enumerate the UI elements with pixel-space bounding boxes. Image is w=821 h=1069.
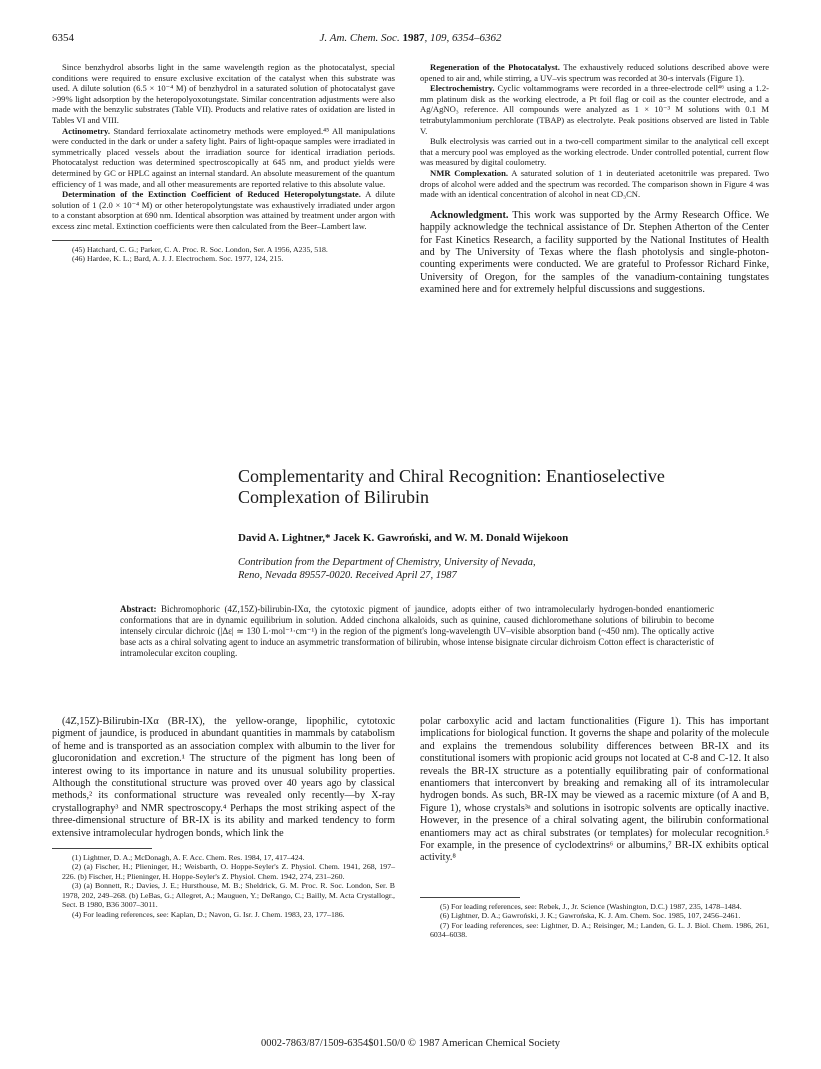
extinction-text: A dilute solution of 1 (2.0 × 10⁻⁴ M) or other heteropolytungstate was exhaustively irradiated under argon to a constant absorption at 690 nm. Identical absorption was attained by treatment under argon with excess zinc metal. Extinction coefficients were then calculated from the Beer–Lambert law. [52, 189, 396, 231]
affiliation-line-2: Reno, Nevada 89557-0020. Received April 27, 1987 [238, 570, 457, 581]
acknowledgment-text: This work was supported by the Army Research Office. We happily acknowledge the technical assistance of Dr. Stephen Atherton of the Center for Fast Kinetics Research, a facility supported by the National Institutes of Health and by The University of Texas where the flash photolysis and single-photon-counting experiments were conducted. We are grateful to Professor Richard Finke, University of Oregon, for the samples of the vanadium-containing tungstates examined here and for extremely helpful discussions and suggestions. [420, 209, 769, 296]
actinometry-paragraph [52, 126, 395, 190]
footnote-divider [420, 897, 520, 898]
actinometry-heading: Actinometry. [62, 125, 110, 136]
prev-article-left-column [52, 62, 395, 263]
intro-paragraph-left: (4Z,15Z)-Bilirubin-IXα (BR-IX), the yellow-orange, lipophilic, cytotoxic pigment of jaundice, is produced in abundant quantities in mammals by catabolism of heme and is transported as an association complex with albumin to the liver for glucoronidation and excretion.¹ The structure of the pigment has long been of interest owing to its importance in nature and its unusual solubility properties. Although the constitutional structure was proved over 40 years ago by classical methods,² its conformational structure was revealed only recently—by X-ray crystallography³ and NMR spectroscopy.⁴ Perhaps the most striking aspect of the three-dimensional structure of BR-IX is its ability and marked tendency to form extensive intramolecular hydrogen bonds, which link the [52, 716, 395, 839]
regeneration-text: The exhaustively reduced solutions described above were opened to air and, while stirring, a UV–vis spectrum was recorded at 30-s intervals (Figure 1). [420, 62, 770, 83]
article-authors: David A. Lightner,* Jacek K. Gawroński, and W. M. Donald Wijekoon [238, 532, 569, 544]
article-affiliation [238, 556, 638, 582]
bulk-electrolysis-paragraph: Bulk electrolysis was carried out in a two-cell compartment similar to the analytical cell except that a mercury pool was employed as the working electrode. Under controlled potential, current flow was measured by digital coulometry. [420, 136, 769, 168]
regeneration-paragraph [420, 62, 769, 83]
abstract [120, 604, 714, 659]
nmr-text: A saturated solution of 1 in deuteriated acetonitrile was prepared. Two drops of alcohol were added and the spectrum was recorded. The comparison shown in Figure 4 was made with an identical concentration of alcohol in neat CD₃CN. [420, 167, 769, 200]
footnote-2: (2) (a) Fischer, H.; Plieninger, H.; Weisbarth, O. Hoppe-Seyler's Z. Physiol. Chem. 1941, 268, 197–226. (b) Fischer, H.; Plieninger, H. Hoppe-Seyler's Z. Physiol. Chem. 1942, 274, 231–260. [62, 862, 395, 881]
electrochemistry-text: Cyclic voltammograms were recorded in a three-electrode cell⁴⁶ using a 1.2-mm platinum disk as the working electrode, a Pt foil flag or coil as the counter electrode, and a Ag/AgNO₃ reference. All compounds were analyzed as 1 × 10⁻³ M solutions with 0.1 M tetrabutylammonium perchlorate (TBAP) as electrolyte. Peak positions observed are listed in Table V. [420, 83, 769, 136]
footnote-7: (7) For leading references, see: Lightner, D. A.; Reisinger, M.; Landen, G. L. J. Biol. Chem. 1986, 261, 6034–6038. [430, 920, 769, 940]
footnote-46: (46) Hardee, K. L.; Bard, A. J. J. Electrochem. Soc. 1977, 124, 215. [72, 253, 284, 263]
footnote-4: (4) For leading references, see: Kaplan, D.; Navon, G. Isr. J. Chem. 1983, 23, 177–186. [72, 909, 345, 919]
footnote-45: (45) Hatchard, C. G.; Parker, C. A. Proc. R. Soc. London, Ser. A 1956, A235, 518. [72, 244, 328, 254]
journal-volume-pages: , 109, 6354–6362 [424, 32, 502, 44]
nmr-paragraph [420, 168, 769, 200]
prev-article-right-column [420, 62, 769, 297]
footnote-6: (6) Lightner, D. A.; Gawroński, J. K.; Gawrońska, K. J. Am. Chem. Soc. 1985, 107, 2456–2461. [440, 911, 741, 921]
acknowledgment-heading: Acknowledgment. [430, 209, 509, 221]
journal-year: 1987 [402, 32, 425, 44]
intro-paragraph-right: polar carboxylic acid and lactam functionalities (Figure 1). This has important implications for biological function. It governs the shape and polarity of the molecule and explains the tremendous solubility differences between BR-IX and its constitutional isomers with propionic acid groups not located at C-8 and C-12. It also reveals the BR-IX structure as a potentially equilibrating pair of conformational enantiomers that interconvert by breaking and remaking all of its intramolecular hydrogen bonds. As such, BR-IX may be viewed as a racemic mixture (of A and B, Figure 1), whose crystals³ᵃ and solutions in isotropic solvents are optically inactive. However, in the presence of a chiral solvating agent, the bilirubin conformational enantiomers may act as chiral substrates (or templates) for molecular recognition.⁵ For example, in the presence of cyclodextrins⁶ or albumins,⁷ BR-IX exhibits optical activity.⁸ [420, 716, 769, 864]
footnote-divider [52, 240, 152, 241]
acknowledgment-paragraph [420, 210, 769, 297]
article-title: Complementarity and Chiral Recognition: Enantioselective Complexation of Bilirubin [238, 466, 665, 507]
journal-name: J. Am. Chem. Soc. [319, 32, 400, 44]
abstract-label: Abstract: [120, 604, 157, 614]
journal-citation [52, 32, 769, 44]
article-right-column [420, 716, 769, 940]
nmr-heading: NMR Complexation. [430, 167, 509, 178]
footnote-1: (1) Lightner, D. A.; McDonagh, A. F. Acc. Chem. Res. 1984, 17, 417–424. [72, 853, 305, 863]
page-number: 6354 [52, 32, 74, 44]
actinometry-text: Standard ferrioxalate actinometry methods were employed.⁴⁵ All manipulations were conducted in the dark or under a safety light. Pairs of light-opaque samples were irradiated in symmetrically placed vessels about the irradiation source for identical irradiation periods. Photocatalyst reduction was determined spectroscopically at 645 nm, and product yields were determined by GC or HPLC against an internal standard. An absolute measurement of the quantum efficiency of 1 was made, and all other measurements are reported relative to this absolute value. [52, 125, 395, 189]
footnote-5: (5) For leading references, see: Rebek, J., Jr. Science (Washington, D.C.) 1987, 235, 1478–1484. [440, 901, 742, 911]
article-left-column [52, 716, 395, 919]
affiliation-line-1: Contribution from the Department of Chemistry, University of Nevada, [238, 557, 536, 568]
abstract-text: Bichromophoric (4Z,15Z)-bilirubin-IXα, the cytotoxic pigment of jaundice, adopts either of two intramolecularly hydrogen-bonded enantiomeric conformations that are in dynamic equilibrium in solution. Added cinchona alkaloids, such as quinine, caused dichloromethane solutions of bilirubin to become intensely circular dichroic (|Δε| ≃ 130 L·mol⁻¹·cm⁻¹) in the region of the pigment's long-wavelength UV–visible absorption band (~450 nm). The optically active base acts as a chiral solvating agent to induce an asymmetric transformation of bilirubin, whose intense bisignate circular dichroism Cotton effect is characteristic of intramolecular exciton coupling. [120, 604, 714, 658]
running-head [52, 32, 769, 48]
electrochemistry-paragraph [420, 83, 769, 136]
extinction-heading: Determination of the Extinction Coefficient of Reduced Heteropolytungstate. [62, 189, 361, 200]
regeneration-heading: Regeneration of the Photocatalyst. [430, 62, 560, 72]
electrochemistry-heading: Electrochemistry. [430, 83, 495, 94]
footnote-divider [52, 848, 152, 849]
copyright-footer: 0002-7863/87/1509-6354$01.50/0 © 1987 American Chemical Society [260, 1038, 561, 1049]
extinction-paragraph [52, 189, 395, 231]
acknowledgment-section [420, 210, 769, 297]
footnote-3: (3) (a) Bonnett, R.; Davies, J. E.; Hursthouse, M. B.; Sheldrick, G. M. Proc. R. Soc. London, Ser. B 1978, 202, 249–268. (b) LeBas, G.; Allegret, A.; Mauguen, Y.; DeRango, C.; Bailly, M. Acta Crystallogr., Sect. B 1980, B36 3007–3011. [62, 881, 395, 910]
benzhydrol-paragraph: Since benzhydrol absorbs light in the same wavelength region as the photocatalyst, special conditions were required to ensure exclusive excitation of the catalyst when this substrate was used. A dilute solution (6.5 × 10⁻⁴ M) of benzhydrol in a saturated solution of photocatalyst gave >99% light adsorption by the heteropolyoxotungstate. Similar concentration adjustments were also made with the benzylic substrates (Table VII). Products and relative rates of oxidation are listed in Tables VI and VIII. [52, 62, 395, 125]
